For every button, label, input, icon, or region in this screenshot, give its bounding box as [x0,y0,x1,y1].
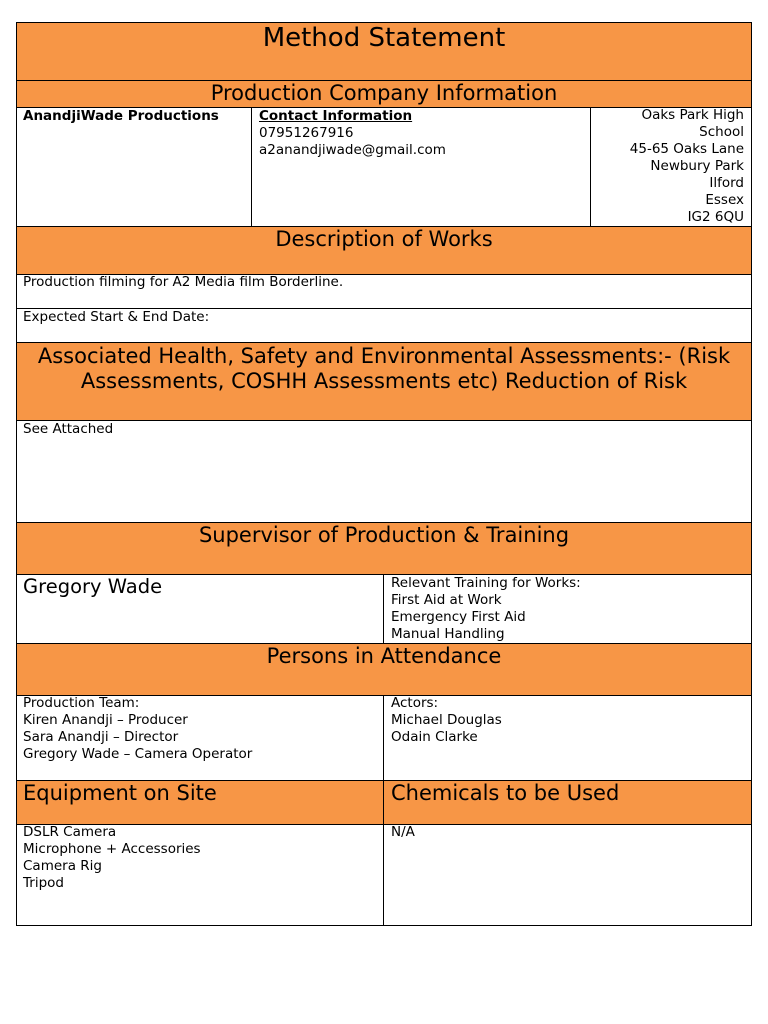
attendance-section-header: Persons in Attendance [266,644,502,668]
chemicals-section-header: Chemicals to be Used [391,781,620,805]
dates-text: Expected Start & End Date: [23,309,210,325]
description-section-header: Description of Works [275,227,493,251]
equipment-text: DSLR Camera Microphone + Accessories Camera Rig Tripod [23,824,201,891]
training-text: Relevant Training for Works: First Aid at Work Emergency First Aid Manual Handling [391,575,581,642]
supervisor-name: Gregory Wade [23,575,163,598]
actors-text: Actors: Michael Douglas Odain Clarke [391,695,502,745]
production-team-text: Production Team: Kiren Anandji – Producer Sara Anandji – Director Gregory Wade – Camera Operator [23,695,253,762]
contact-label: Contact Information [259,108,413,124]
company-name: AnandjiWade Productions [23,108,219,124]
contact-phone: 07951267916 [259,125,354,141]
company-address: Oaks Park High School 45-65 Oaks Lane Newbury Park Ilford Essex IG2 6QU [629,107,744,225]
equipment-section-header: Equipment on Site [23,781,217,805]
supervisor-section-header: Supervisor of Production & Training [198,523,570,547]
assessments-text: See Attached [23,421,114,437]
assessments-section-header: Associated Health, Safety and Environmental Assessments:- (Risk Assessments, COSHH Assessments etc) Reduction of Risk [37,344,731,393]
company-section-header: Production Company Information [210,81,558,105]
description-text: Production filming for A2 Media film Borderline. [23,274,344,290]
chemicals-text: N/A [391,824,415,840]
page-title: Method Statement [262,23,506,53]
contact-email: a2anandjiwade@gmail.com [259,142,446,158]
